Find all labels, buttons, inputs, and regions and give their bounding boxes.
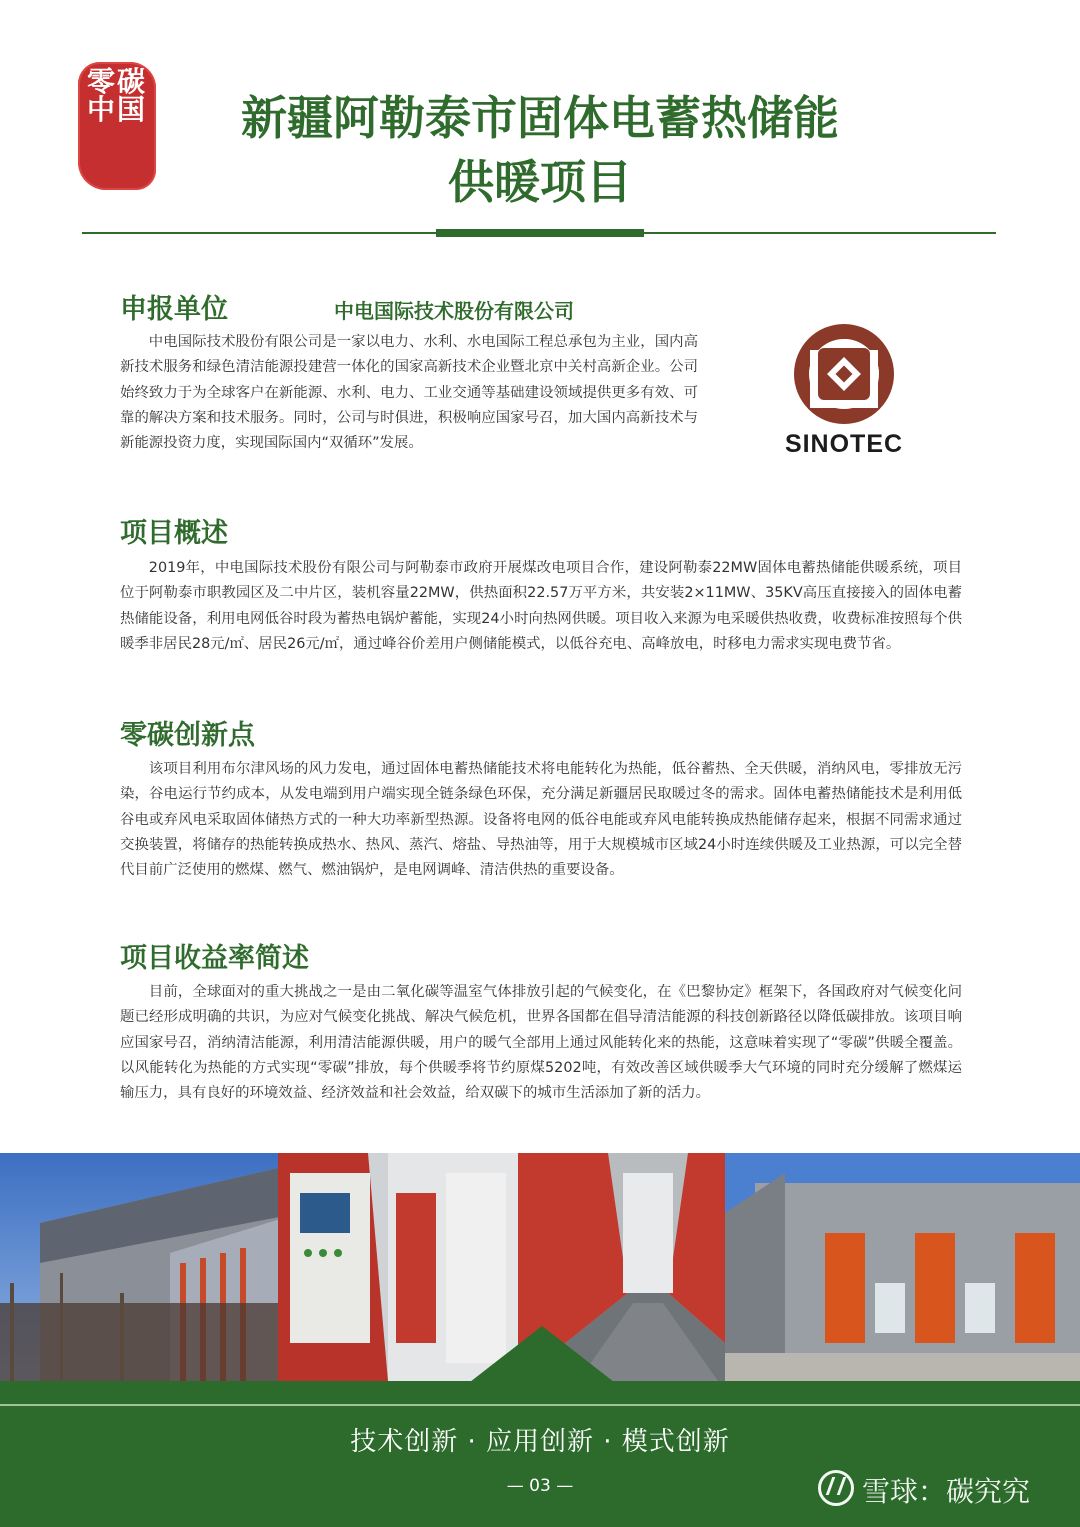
section-heading-innovation: 零碳创新点 xyxy=(120,720,255,751)
innovation-body: 该项目利用布尔津风场的风力发电，通过固体电蓄热储能技术将电能转化为热能，低谷蓄热、全天供暖，消纳风电，零排放无污染，谷电运行节约成本，从发电端到用户端实现全链条绿色环保，充分满足新疆居民取暖过冬的需求。固体电蓄热储能技术是利用低谷电或弃风电采取固体储热方式的一种大功率新型热源。设备将电网的低谷电能或弃风电能转换成热能储存起来，根据不同需求通过交换装置，将储存的热能转换成热水、热风、蒸汽、熔盐、导热油等，用于大规模城市区域24小时连续供暖及工业热源，可以完全替代目前广泛使用的燃煤、燃气、燃油锅炉，是电网调峰、清洁供热的重要设备。 xyxy=(120,761,962,879)
footer-rule xyxy=(0,1404,1080,1406)
overview-body: 2019年，中电国际技术股份有限公司与阿勒泰市政府开展煤改电项目合作，建设阿勒泰22MW固体电蓄热储能供暖系统，项目位于阿勒泰市职教园区及二中片区，装机容量22MW，供热面积22.57万平方米，共安装2×11MW、35KV高压直接接入的固体电蓄热储能设备，利用电网低谷时段为蓄热电锅炉蓄能，实现24小时向热网供暖。项目收入来源为电采暖供热收费，收费标准按照每个供暖季非居民28元/㎡、居民26元/㎡，通过峰谷价差用户侧储能模式，以低谷充电、高峰放电，时移电力需求实现电费节省。 xyxy=(120,560,962,652)
title-line-1: 新疆阿勒泰市固体电蓄热储能 xyxy=(241,91,839,145)
title-divider-accent xyxy=(436,229,644,237)
section-heading-applicant: 申报单位 xyxy=(120,294,228,325)
sinotec-emblem-icon xyxy=(774,322,914,430)
footer-notch xyxy=(470,1326,614,1382)
xueqiu-logo-icon xyxy=(818,1470,854,1506)
page-title xyxy=(0,86,1080,214)
sinotec-logo-text: SINOTEC xyxy=(784,430,904,458)
applicant-body: 中电国际技术股份有限公司是一家以电力、水利、水电国际工程总承包为主业，国内高新技术服务和绿色清洁能源投建营一体化的国家高新技术企业暨北京中关村高新企业。公司始终致力于为全球客户在新能源、水利、电力、工业交通等基础建设领域提供更多有效、可靠的解决方案和技术服务。同时，公司与时俱进，积极响应国家号召，加大国内高新技术与新能源投资力度，实现国际国内“双循环”发展。 xyxy=(120,334,698,452)
page-number: — 03 — xyxy=(506,1476,574,1496)
section-heading-overview: 项目概述 xyxy=(120,518,228,549)
photo-heating-plant xyxy=(725,1153,1080,1381)
section-heading-benefit: 项目收益率简述 xyxy=(120,943,309,974)
watermark xyxy=(818,1470,1030,1512)
sinotec-logo xyxy=(774,322,914,467)
seal-text: 零碳中国 xyxy=(86,65,147,126)
company-name: 中电国际技术股份有限公司 xyxy=(334,299,574,323)
title-line-2: 供暖项目 xyxy=(448,155,632,209)
benefit-body: 目前，全球面对的重大挑战之一是由二氧化碳等温室气体排放引起的气候变化，在《巴黎协定》框架下，各国政府对气候变化问题已经形成明确的共识，为应对气候变化挑战、解决气候危机，世界各国都在倡导清洁能源的科技创新路径以降低碳排放。该项目响应国家号召，消纳清洁能源，利用清洁能源供暖，用户的暖气全部用上通过风能转化来的热能，这意味着实现了“零碳”供暖全覆盖。以风能转化为热能的方式实现“零碳”排放，每个供暖季将节约原煤5202吨，有效改善区域供暖季大气环境的同时充分缓解了燃煤运输压力，具有良好的环境效益、经济效益和社会效益，给双碳下的城市生活添加了新的活力。 xyxy=(120,984,962,1102)
watermark-text: 雪球：碳究究 xyxy=(862,1475,1031,1508)
footer-slogan: 技术创新 · 应用创新 · 模式创新 xyxy=(350,1427,730,1457)
